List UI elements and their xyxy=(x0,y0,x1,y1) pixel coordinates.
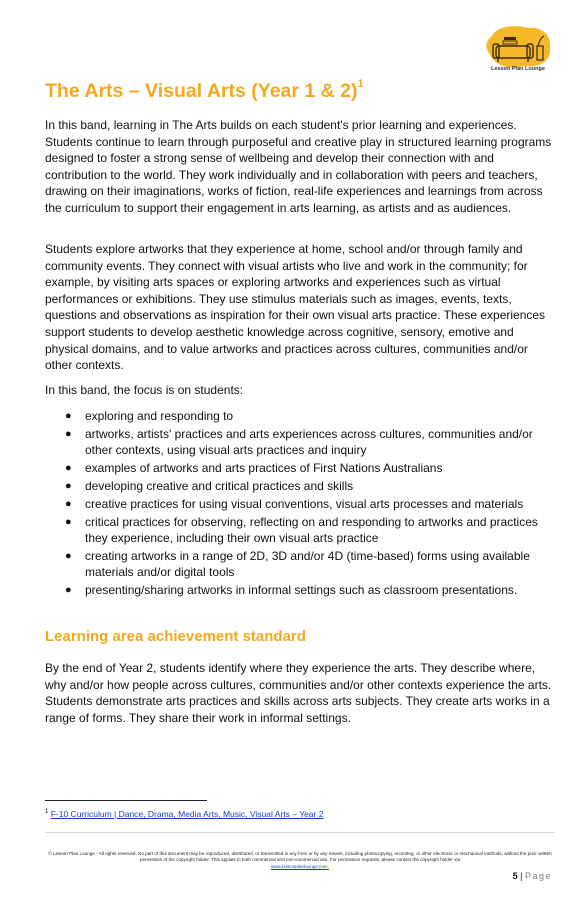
footer-divider xyxy=(45,832,555,833)
focus-list-item xyxy=(45,582,557,599)
focus-item-text: critical practices for observing, reflecting on and responding to artworks and practices they experience, including their own visual arts practice xyxy=(85,514,538,546)
page-title-text: The Arts – Visual Arts (Year 1 & 2) xyxy=(45,80,358,102)
intro-paragraph-1: In this band, learning in The Arts builds on each student's prior learning and experiences. Students continue to learn through purposeful and creative play in structured learning programs designed to foster a strong sense of wellbeing and develop their connection with and contribution to the world. They work individually and in collaboration with peers and teachers, drawing on their imaginations, works of fiction, real-life experiences and learnings from across the curriculum to support their engagement in arts learning, as artists and as audiences. xyxy=(45,118,552,215)
achievement-paragraph: By the end of Year 2, students identify where they experience the arts. They describe where, why and/or how people across cultures, communities and/or other contexts experience the arts. Students demonstrate arts practices and skills across arts subjects. They create arts works in a range of forms. They share their work in informal settings. xyxy=(45,661,552,725)
website-link[interactable]: www.lessonplanlounge.com. xyxy=(271,863,329,869)
footnote xyxy=(45,809,323,819)
page-number-value: 5 xyxy=(512,871,518,881)
focus-item-text: examples of artworks and arts practices of First Nations Australians xyxy=(85,461,443,476)
focus-item-text: exploring and responding to xyxy=(85,409,234,423)
focus-list xyxy=(45,408,557,600)
focus-list-item xyxy=(45,426,557,459)
focus-item-text: developing creative and critical practices and skills xyxy=(85,478,354,493)
focus-item-text: creating artworks in a range of 2D, 3D and/or 4D (time-based) forms using available materials and/or digital tools xyxy=(85,548,530,580)
bullet-icon: ● xyxy=(65,584,72,597)
page-label: Page xyxy=(524,871,552,881)
logo-caption: Lesson Plan Lounge xyxy=(491,66,545,72)
footnote-divider xyxy=(45,800,207,801)
copyright-text: © Lesson Plan Lounge - All rights reserved. No part of this document may be reproduced, distributed, or transmitted in any form or by any means, including photocopying, recording, or other electronic or mechanical methods, without the prior written permission of the copyright holder. This applies to both commercial and non-commercial use. For permission requests, please contact the copyright holder via xyxy=(48,851,552,863)
focus-item-text: artworks, artists' practices and arts experiences across cultures, communities and/or other contexts, using visual arts practices and inquiry xyxy=(85,426,533,458)
focus-item-text: creative practices for using visual conventions, visual arts processes and materials xyxy=(85,496,524,511)
focus-list-item xyxy=(45,478,557,495)
focus-list-item xyxy=(45,548,557,581)
focus-list-item xyxy=(45,496,557,513)
bullet-icon: ● xyxy=(65,427,72,440)
page-number xyxy=(513,871,552,881)
bullet-icon: ● xyxy=(65,549,72,562)
achievement-heading: Learning area achievement standard xyxy=(45,628,306,645)
bullet-icon: ● xyxy=(65,462,72,475)
copyright-notice xyxy=(45,851,555,870)
focus-list-item xyxy=(45,460,557,477)
focus-intro: In this band, the focus is on students: xyxy=(45,383,244,397)
page-separator: | xyxy=(520,871,523,881)
footnote-link[interactable]: F-10 Curriculum | Dance, Drama, Media Arts, Music, Visual Arts – Year 2 xyxy=(50,809,324,819)
title-footnote-ref[interactable]: 1 xyxy=(357,78,364,90)
page-title xyxy=(45,80,364,103)
footnote-number: 1 xyxy=(45,809,49,816)
focus-list-item xyxy=(45,408,557,425)
focus-list-item xyxy=(45,514,557,547)
bullet-icon: ● xyxy=(65,410,72,422)
bullet-icon: ● xyxy=(65,479,72,492)
bullet-icon: ● xyxy=(65,515,72,528)
bullet-icon: ● xyxy=(65,497,72,510)
focus-item-text: presenting/sharing artworks in informal settings such as classroom presentations. xyxy=(85,583,518,598)
intro-paragraph-2: Students explore artworks that they experience at home, school and/or through family and community events. They connect with visual artists who live and work in the community; for example, by visiting arts spaces or exploring artworks and experiences such as virtual performances or exhibitions. They use stimulus materials such as images, events, texts, questions and observations as inspiration for their own visual arts practice. These experiences support students to develop aesthetic knowledge across cognitive, sensory, emotive and physical domains, and to value artworks and practices across cultures, communities and/or other contexts. xyxy=(45,242,546,373)
